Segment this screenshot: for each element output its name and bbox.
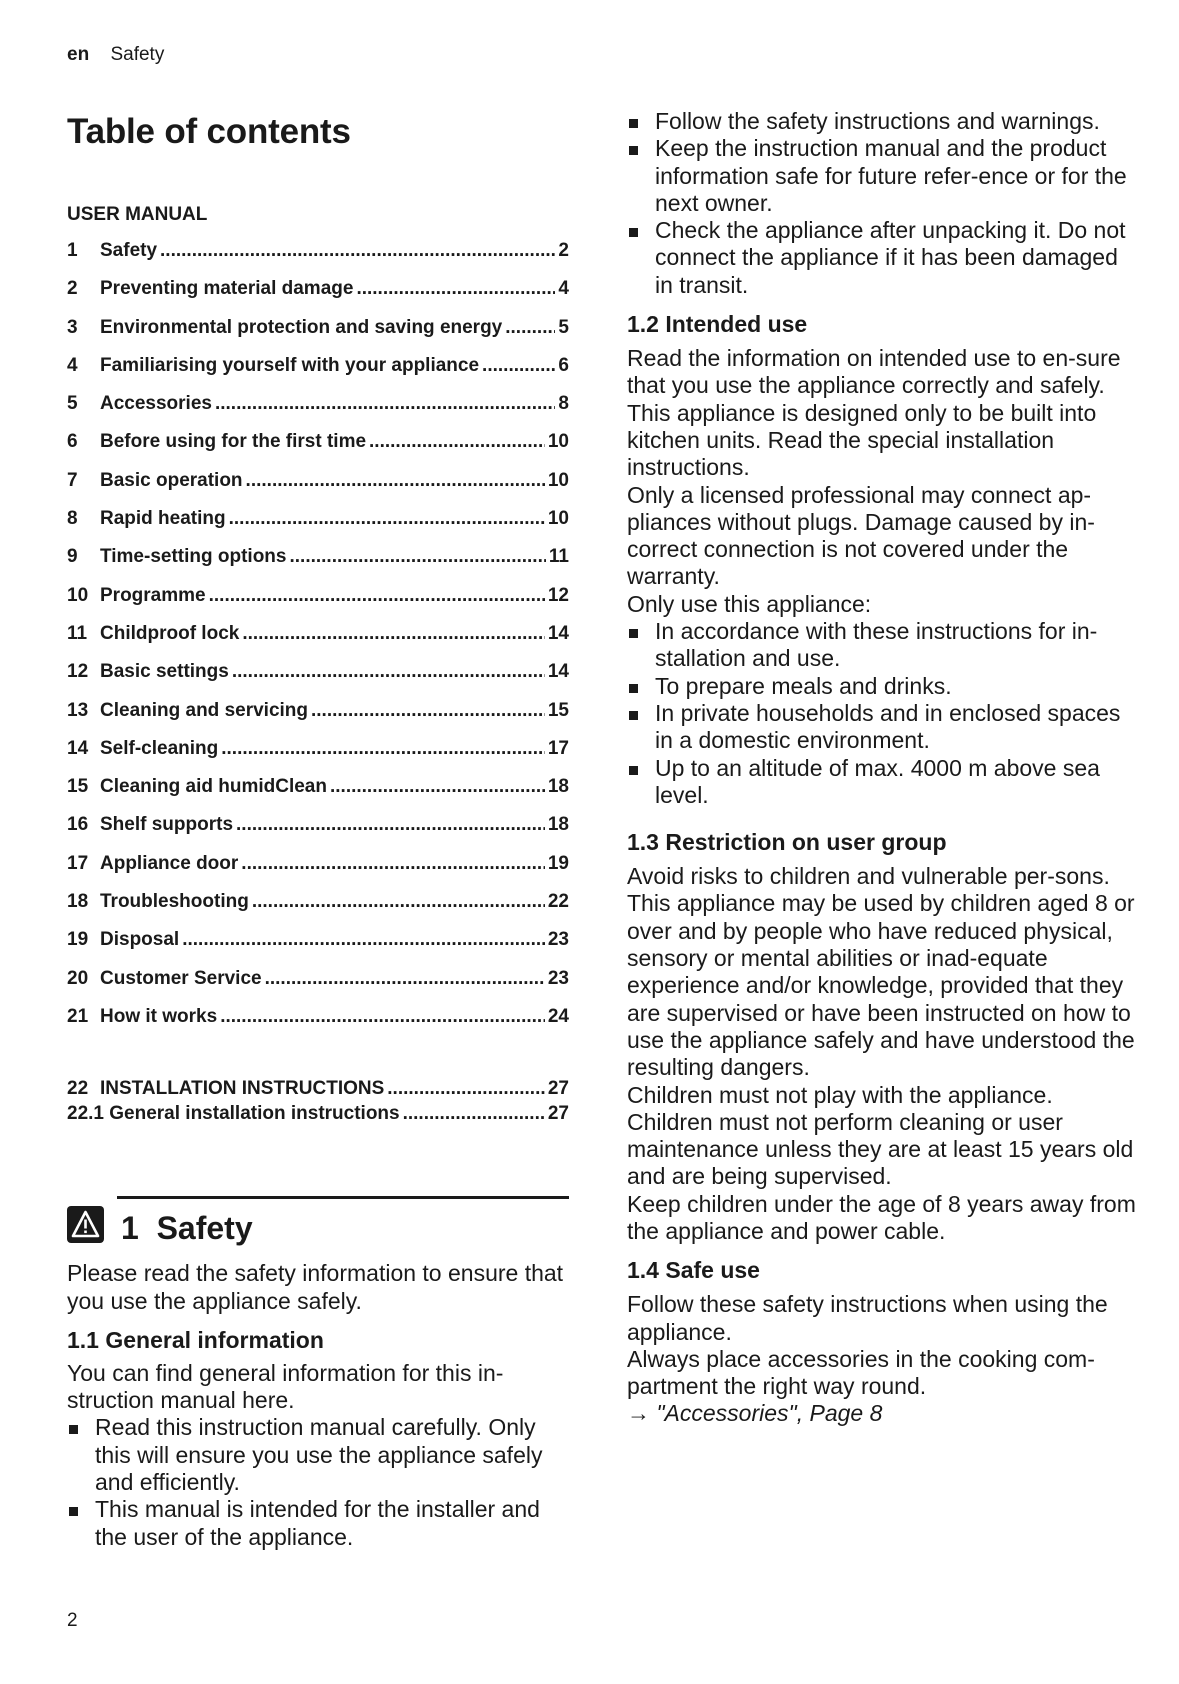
toc-leader-dots bbox=[403, 1103, 545, 1125]
toc-leader-dots bbox=[220, 1006, 545, 1028]
toc-entry-page: 6 bbox=[558, 354, 569, 376]
toc-entry-number: 1 bbox=[67, 240, 78, 261]
toc-title: Table of contents bbox=[67, 112, 351, 151]
safe-use-heading: 1.4 Safe use bbox=[627, 1257, 760, 1284]
toc-entry-page: 23 bbox=[547, 967, 569, 989]
toc-entry[interactable] bbox=[67, 700, 569, 738]
toc-entry-page: 10 bbox=[547, 508, 569, 530]
toc-leader-dots bbox=[232, 661, 545, 683]
toc-entry-number: 11 bbox=[67, 622, 88, 644]
toc-leader-dots bbox=[242, 623, 545, 645]
toc-entry-number: 5 bbox=[67, 393, 78, 415]
intended-use-p2: This appliance is designed only to be built into kitchen units. Read the special installation instructions. bbox=[627, 399, 1097, 481]
toc-entry-title: Environmental protection and saving energy bbox=[100, 316, 503, 338]
safety-intro: Please read the safety information to ensure that you use the appliance safely. bbox=[67, 1260, 564, 1314]
restriction-p1: Avoid risks to children and vulnerable per-sons. bbox=[627, 863, 1110, 890]
restriction-heading: 1.3 Restriction on user group bbox=[627, 829, 947, 856]
toc-entry-installation[interactable] bbox=[67, 1078, 569, 1103]
list-item: Follow the safety instructions and warnings. bbox=[627, 108, 1137, 135]
left-column bbox=[67, 112, 569, 1551]
toc-entry-title: Before using for the first time bbox=[100, 431, 367, 453]
toc-entry-number: 21 bbox=[67, 1005, 89, 1027]
list-item: Check the appliance after unpacking it. Do not connect the appliance if it has been damaged in transit. bbox=[627, 217, 1137, 299]
toc-entry-number: 6 bbox=[67, 431, 78, 453]
toc-entry[interactable] bbox=[67, 470, 569, 508]
toc-entry-page: 27 bbox=[547, 1103, 569, 1125]
toc-entry-number: 2 bbox=[67, 278, 78, 300]
toc-entry[interactable] bbox=[67, 853, 569, 891]
toc-entry[interactable] bbox=[67, 738, 569, 776]
list-item: In private households and in enclosed spaces in a domestic environment. bbox=[627, 700, 1137, 755]
toc-entry-title: INSTALLATION INSTRUCTIONS bbox=[100, 1078, 385, 1100]
toc-entry[interactable] bbox=[67, 393, 569, 431]
list-item: Read this instruction manual carefully. Only this will ensure you use the appliance safely and efficiently. bbox=[67, 1414, 569, 1496]
general-info-bullets-left bbox=[67, 1414, 569, 1550]
general-info-heading: 1.1 General information bbox=[67, 1326, 324, 1353]
intended-use-p1: Read the information on intended use to en-sure that you use the appliance correctly and safely. bbox=[627, 345, 1121, 399]
intended-use-p4: Only use this appliance: bbox=[627, 590, 872, 617]
toc-entry-title: Shelf supports bbox=[100, 814, 234, 836]
list-item: This manual is intended for the installer and the user of the appliance. bbox=[67, 1496, 569, 1551]
toc-entry-page: 27 bbox=[547, 1078, 569, 1100]
toc-entry-number: 19 bbox=[67, 929, 89, 951]
user-manual-heading: USER MANUAL bbox=[67, 204, 208, 225]
toc-entry-number: 13 bbox=[67, 699, 89, 721]
toc-entry[interactable] bbox=[67, 929, 569, 967]
toc-leader-dots bbox=[160, 240, 555, 262]
header-section: Safety bbox=[110, 44, 165, 65]
toc-entry-page: 14 bbox=[547, 622, 569, 644]
right-column bbox=[627, 108, 1137, 1428]
toc-entry-title: Customer Service bbox=[100, 967, 262, 989]
toc-leader-dots bbox=[252, 891, 545, 913]
toc-entry[interactable] bbox=[67, 278, 569, 316]
toc-entry-number: 9 bbox=[67, 546, 78, 568]
toc-leader-dots bbox=[330, 776, 545, 798]
toc-entry-number: 16 bbox=[67, 814, 89, 836]
toc-entry-page: 17 bbox=[547, 737, 569, 759]
toc-entry-installation-sub[interactable] bbox=[67, 1103, 569, 1128]
toc-entry[interactable] bbox=[67, 546, 569, 584]
toc-entry-number: 12 bbox=[67, 661, 89, 683]
toc-leader-dots bbox=[369, 431, 545, 453]
list-item: Keep the instruction manual and the product information safe for future refer-ence or for the next owner. bbox=[627, 135, 1137, 217]
toc-leader-dots bbox=[356, 278, 555, 300]
toc-entry-number: 14 bbox=[67, 737, 89, 759]
toc-entry-number: 10 bbox=[67, 584, 89, 606]
toc-entry-number: 7 bbox=[67, 469, 78, 491]
toc-leader-dots bbox=[236, 814, 545, 836]
toc-entry[interactable] bbox=[67, 891, 569, 929]
toc-entry-page: 11 bbox=[548, 546, 569, 568]
safe-use-p1: Follow these safety instructions when using the appliance. bbox=[627, 1291, 1108, 1345]
safety-chapter-heading bbox=[67, 1196, 569, 1260]
toc-list bbox=[67, 240, 569, 1044]
intended-use-heading: 1.2 Intended use bbox=[627, 311, 808, 338]
restriction-p3: Children must not play with the appliance. bbox=[627, 1081, 1053, 1108]
toc-entry-title: How it works bbox=[100, 1005, 218, 1027]
toc-entry-title: Childproof lock bbox=[100, 622, 240, 644]
toc-entry[interactable] bbox=[67, 317, 569, 355]
general-info-text: You can find general information for this in-struction manual here. bbox=[67, 1359, 504, 1414]
toc-entry-title: Basic operation bbox=[100, 469, 243, 491]
toc-entry[interactable] bbox=[67, 776, 569, 814]
toc-entry-title: Time-setting options bbox=[100, 546, 287, 568]
toc-entry-page: 10 bbox=[547, 469, 569, 491]
toc-entry-page: 22 bbox=[547, 891, 569, 913]
toc-leader-dots bbox=[229, 508, 545, 530]
page-number: 2 bbox=[67, 1610, 78, 1631]
intended-use-p3: Only a licensed professional may connect ap-pliances without plugs. Damage caused by in-correct connection is not covered under the warranty. bbox=[627, 481, 1095, 590]
toc-entry-page: 23 bbox=[547, 929, 569, 951]
toc-entry[interactable] bbox=[67, 355, 569, 393]
toc-entry[interactable] bbox=[67, 508, 569, 546]
toc-entry-page: 8 bbox=[558, 393, 569, 415]
toc-leader-dots bbox=[311, 700, 545, 722]
chapter-rule bbox=[117, 1196, 569, 1199]
toc-entry-page: 14 bbox=[547, 661, 569, 683]
toc-leader-dots bbox=[221, 738, 545, 760]
toc-entry[interactable] bbox=[67, 1006, 569, 1044]
warning-triangle-icon bbox=[67, 1206, 104, 1248]
toc-entry[interactable] bbox=[67, 623, 569, 661]
toc-entry-number: 3 bbox=[67, 316, 78, 338]
toc-leader-dots bbox=[289, 546, 545, 568]
toc-entry-number: 22 bbox=[67, 1078, 89, 1100]
toc-entry-number: 4 bbox=[67, 354, 78, 376]
accessories-cross-reference[interactable]: → "Accessories", Page 8 bbox=[627, 1400, 883, 1427]
running-header bbox=[67, 44, 164, 66]
toc-entry-page: 19 bbox=[547, 852, 569, 874]
toc-entry-title: Self-cleaning bbox=[100, 737, 219, 759]
toc-entry-page: 10 bbox=[547, 431, 569, 453]
toc-entry-page: 5 bbox=[558, 316, 569, 338]
restriction-p4: Children must not perform cleaning or user maintenance unless they are at least 15 years old and are being supervised. bbox=[627, 1108, 1134, 1190]
toc-leader-dots bbox=[482, 355, 555, 377]
toc-entry-title: Safety bbox=[100, 240, 158, 261]
toc-entry-page: 12 bbox=[547, 584, 569, 606]
safety-chapter-title: 1 Safety bbox=[121, 1210, 253, 1247]
toc-entry[interactable] bbox=[67, 661, 569, 699]
toc-entry-number: 17 bbox=[67, 852, 89, 874]
toc-leader-dots bbox=[505, 317, 555, 339]
general-info-bullets-right bbox=[627, 108, 1137, 299]
toc-entry[interactable] bbox=[67, 968, 569, 1006]
toc-leader-dots bbox=[246, 470, 545, 492]
restriction-p5: Keep children under the age of 8 years away from the appliance and power cable. bbox=[627, 1190, 1136, 1244]
list-item: In accordance with these instructions for in-stallation and use. bbox=[627, 618, 1137, 673]
toc-entry-page: 15 bbox=[547, 699, 569, 721]
toc-leader-dots bbox=[387, 1078, 545, 1100]
toc-entry-title: Basic settings bbox=[100, 661, 229, 683]
toc-entry[interactable] bbox=[67, 814, 569, 852]
toc-entry-page: 18 bbox=[547, 776, 569, 798]
toc-entry-number: 18 bbox=[67, 891, 89, 913]
toc-entry-number: 15 bbox=[67, 776, 89, 798]
toc-entry-title: Accessories bbox=[100, 393, 212, 415]
installation-toc bbox=[67, 1078, 569, 1128]
toc-entry-title: Appliance door bbox=[100, 852, 239, 874]
toc-leader-dots bbox=[209, 585, 545, 607]
toc-leader-dots bbox=[215, 393, 555, 415]
toc-entry[interactable] bbox=[67, 240, 569, 278]
toc-entry-title: Rapid heating bbox=[100, 508, 226, 530]
toc-entry-title: Disposal bbox=[100, 929, 180, 951]
toc-entry[interactable] bbox=[67, 431, 569, 469]
toc-leader-dots bbox=[265, 968, 545, 990]
toc-entry-number: 8 bbox=[67, 508, 78, 530]
toc-entry-page: 4 bbox=[558, 278, 569, 300]
toc-entry-title: Cleaning aid humidClean bbox=[100, 776, 327, 798]
language-code: en bbox=[67, 44, 90, 65]
toc-entry-number: 20 bbox=[67, 967, 89, 989]
list-item: Up to an altitude of max. 4000 m above sea level. bbox=[627, 755, 1137, 810]
restriction-p2: This appliance may be used by children aged 8 or over and by people who have reduced physical, sensory or mental abilities or inad-equate experience and/or knowledge, provided that they are supervised or have been instructed on how to use the appliance safely and have understood the resulting dangers. bbox=[627, 890, 1135, 1081]
toc-entry-page: 24 bbox=[547, 1005, 569, 1027]
toc-entry-page: 2 bbox=[558, 240, 569, 261]
list-item: To prepare meals and drinks. bbox=[627, 673, 1137, 700]
toc-leader-dots bbox=[182, 929, 545, 951]
toc-entry[interactable] bbox=[67, 585, 569, 623]
toc-entry-page: 18 bbox=[547, 814, 569, 836]
safe-use-p2: Always place accessories in the cooking com-partment the right way round. bbox=[627, 1345, 1095, 1400]
toc-entry-title: Troubleshooting bbox=[100, 891, 249, 913]
toc-leader-dots bbox=[241, 853, 545, 875]
toc-entry-title: 22.1 General installation instructions bbox=[67, 1103, 400, 1125]
toc-entry-title: Cleaning and servicing bbox=[100, 699, 308, 721]
toc-entry-title: Familiarising yourself with your appliance bbox=[100, 354, 480, 376]
intended-use-bullets bbox=[627, 618, 1137, 809]
toc-entry-title: Preventing material damage bbox=[100, 278, 354, 300]
toc-entry-title: Programme bbox=[100, 584, 206, 606]
